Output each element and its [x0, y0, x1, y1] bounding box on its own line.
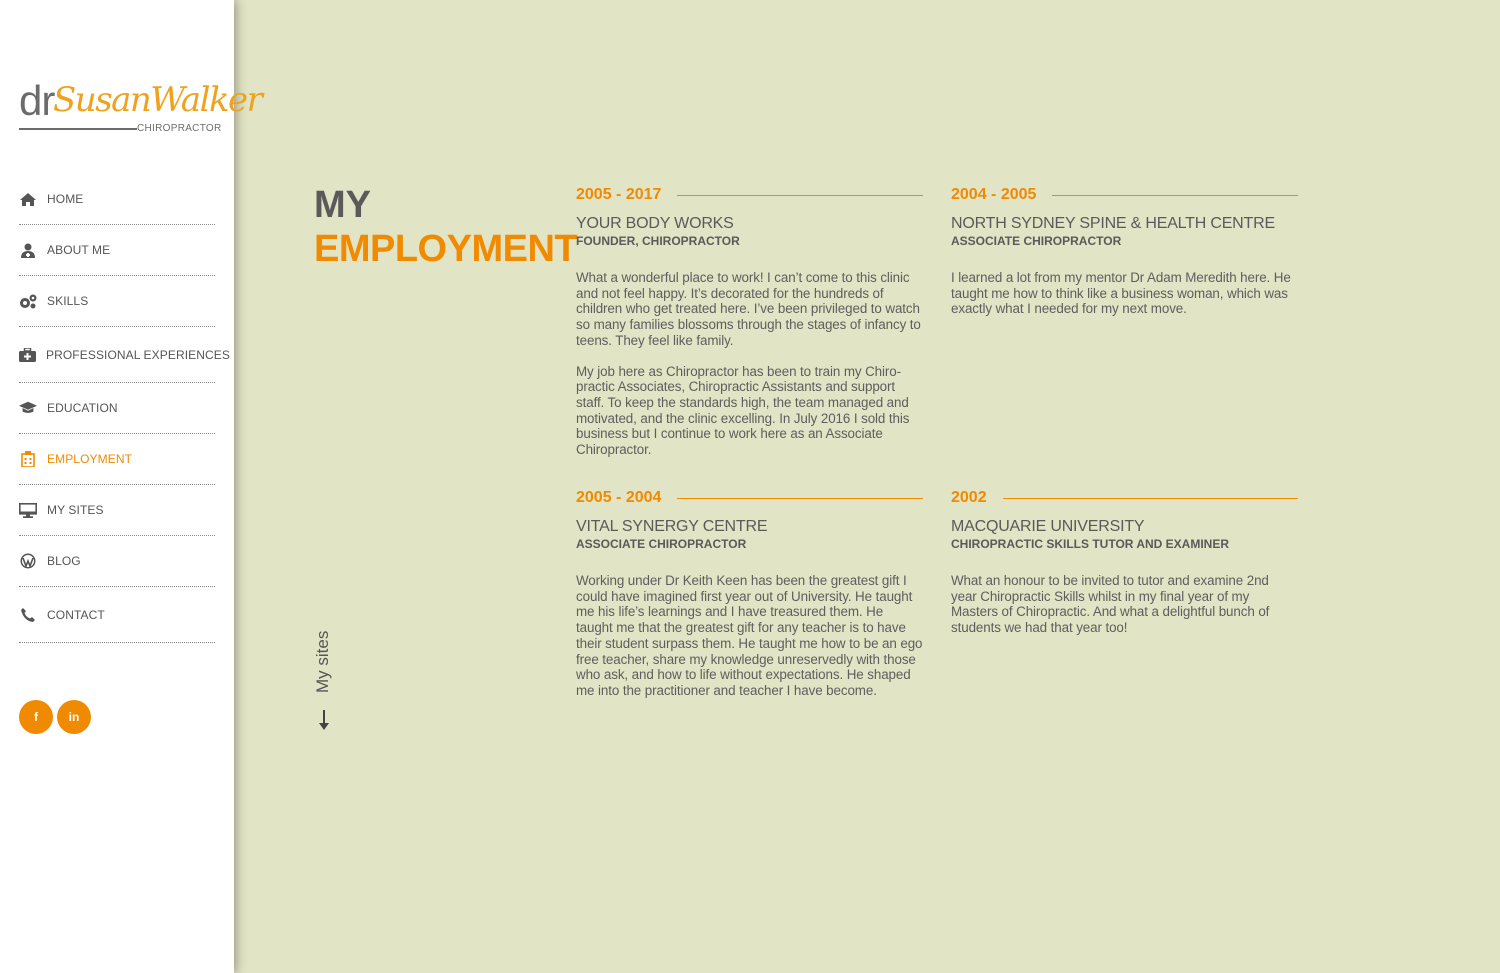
- nav-item-contact[interactable]: [19, 587, 215, 643]
- year-divider: [1052, 195, 1298, 196]
- phone-icon: [19, 607, 37, 623]
- home-icon: [19, 191, 37, 207]
- entry-year-row: [576, 185, 923, 205]
- my-sites-link[interactable]: [305, 620, 345, 740]
- nav-label-about-me: ABOUT ME: [47, 243, 111, 257]
- entry-year-row: [951, 185, 1298, 205]
- my-sites-link-label: My sites: [313, 630, 332, 693]
- entry-year-row: [951, 488, 1298, 508]
- nav-label-contact: CONTACT: [47, 607, 105, 622]
- user-doctor-icon: [19, 242, 37, 258]
- entry-paragraph: What a wonderful place to work! I can’t come to this clinic and not feel happy. It’s decorated for the hundreds of children who get treated here. I’ve been privileged to watch so many families blossoms through the stages of infancy to teens. They feel like family.: [576, 270, 921, 348]
- nav-label-professional-experiences: PROFESSIONAL EXPERIENCES: [46, 347, 231, 362]
- entry-role: CHIROPRACTIC SKILLS TUTOR AND EXAMINER: [951, 537, 1230, 551]
- entry-paragraph: My job here as Chiropractor has been to train my Chiro-practic Associates, Chiropractic Assistants and support staff. To keep the standards high, the team managed and motivated, and the clinic excelling. In July 2016 I sold this business but I continue to work here as an Associate Chiropractor.: [576, 363, 910, 458]
- entry-years: 2005 - 2017: [576, 186, 662, 203]
- logo-tagline: CHIROPRACTOR: [137, 123, 222, 134]
- page-title: [314, 183, 577, 271]
- year-divider: [677, 498, 923, 499]
- entry-role: ASSOCIATE CHIROPRACTOR: [576, 537, 747, 551]
- entry-years: 2002: [951, 489, 987, 506]
- year-divider: [677, 195, 923, 196]
- nav-label-blog: BLOG: [47, 554, 81, 568]
- logo-prefix: dr: [19, 77, 55, 124]
- nav-item-professional-experiences[interactable]: [19, 327, 231, 383]
- entry-company: MACQUARIE UNIVERSITY: [951, 518, 1145, 535]
- nav-label-employment: EMPLOYMENT: [47, 452, 133, 466]
- page-title-line2: EMPLOYMENT: [314, 228, 578, 270]
- employment-entry: [576, 185, 923, 458]
- entry-paragraph: What an honour to be invited to tutor and examine 2nd year Chiropractic Skills whilst in my final year of my Masters of Chiropractic. And what a delightful bunch of students we had that year too!: [951, 573, 1270, 636]
- facebook-icon: f: [34, 710, 38, 724]
- main-nav: [19, 174, 231, 643]
- entry-years: 2004 - 2005: [951, 186, 1037, 203]
- entry-role: FOUNDER, CHIROPRACTOR: [576, 234, 740, 248]
- logo-underline: [19, 128, 137, 130]
- wordpress-icon: [19, 553, 37, 569]
- entry-years: 2005 - 2004: [576, 489, 662, 506]
- nav-item-education[interactable]: [19, 383, 215, 434]
- nav-item-blog[interactable]: [19, 536, 215, 587]
- linkedin-icon: in: [68, 710, 80, 724]
- employment-entry: [576, 488, 923, 699]
- logo-name: SusanWalker: [53, 80, 262, 120]
- nav-label-education: EDUCATION: [47, 401, 118, 415]
- entry-paragraph: I learned a lot from my mentor Dr Adam Meredith here. He taught me how to think like a business woman, which was exactly what I needed for my next move.: [951, 270, 1291, 317]
- nav-label-skills: SKILLS: [47, 294, 89, 308]
- nav-item-home[interactable]: [19, 174, 215, 225]
- entry-paragraph: Working under Dr Keith Keen has been the greatest gift I could have imagined first year out of University. He taught me his life’s learnings and I have treasured them. He taught me that the greatest gift for any teacher is to have their student surpass them. He taught me how to be an ego free teacher, share my knowledge unreservedly with those who ask, and how to life without expectations. He shaped me into the practitioner and teacher I have become.: [576, 573, 923, 698]
- nav-item-my-sites[interactable]: [19, 485, 215, 536]
- nav-label-my-sites: MY SITES: [47, 503, 104, 517]
- page-title-line1: MY: [314, 184, 371, 226]
- nav-item-skills[interactable]: [19, 276, 215, 327]
- nav-label-home: HOME: [47, 192, 84, 206]
- entry-year-row: [576, 488, 923, 508]
- entry-role: ASSOCIATE CHIROPRACTOR: [951, 234, 1122, 248]
- facebook-button[interactable]: [19, 700, 53, 734]
- entry-company: NORTH SYDNEY SPINE & HEALTH CENTRE: [951, 215, 1275, 232]
- sidebar: [0, 0, 262, 973]
- medkit-icon: [19, 347, 36, 363]
- linkedin-button[interactable]: [57, 700, 91, 734]
- gears-icon: [19, 293, 37, 309]
- nav-item-about-me[interactable]: [19, 225, 215, 276]
- nav-item-employment[interactable]: [19, 434, 215, 485]
- desktop-icon: [19, 502, 37, 518]
- employment-entry: [951, 185, 1298, 317]
- brand-logo[interactable]: [19, 77, 262, 138]
- graduation-cap-icon: [19, 400, 37, 416]
- hospital-icon: [19, 451, 37, 467]
- entry-company: YOUR BODY WORKS: [576, 215, 734, 232]
- year-divider: [1003, 498, 1298, 499]
- arrow-down-icon: [318, 710, 330, 735]
- social-links: [19, 700, 91, 734]
- entry-company: VITAL SYNERGY CENTRE: [576, 518, 768, 535]
- employment-entry: [951, 488, 1298, 636]
